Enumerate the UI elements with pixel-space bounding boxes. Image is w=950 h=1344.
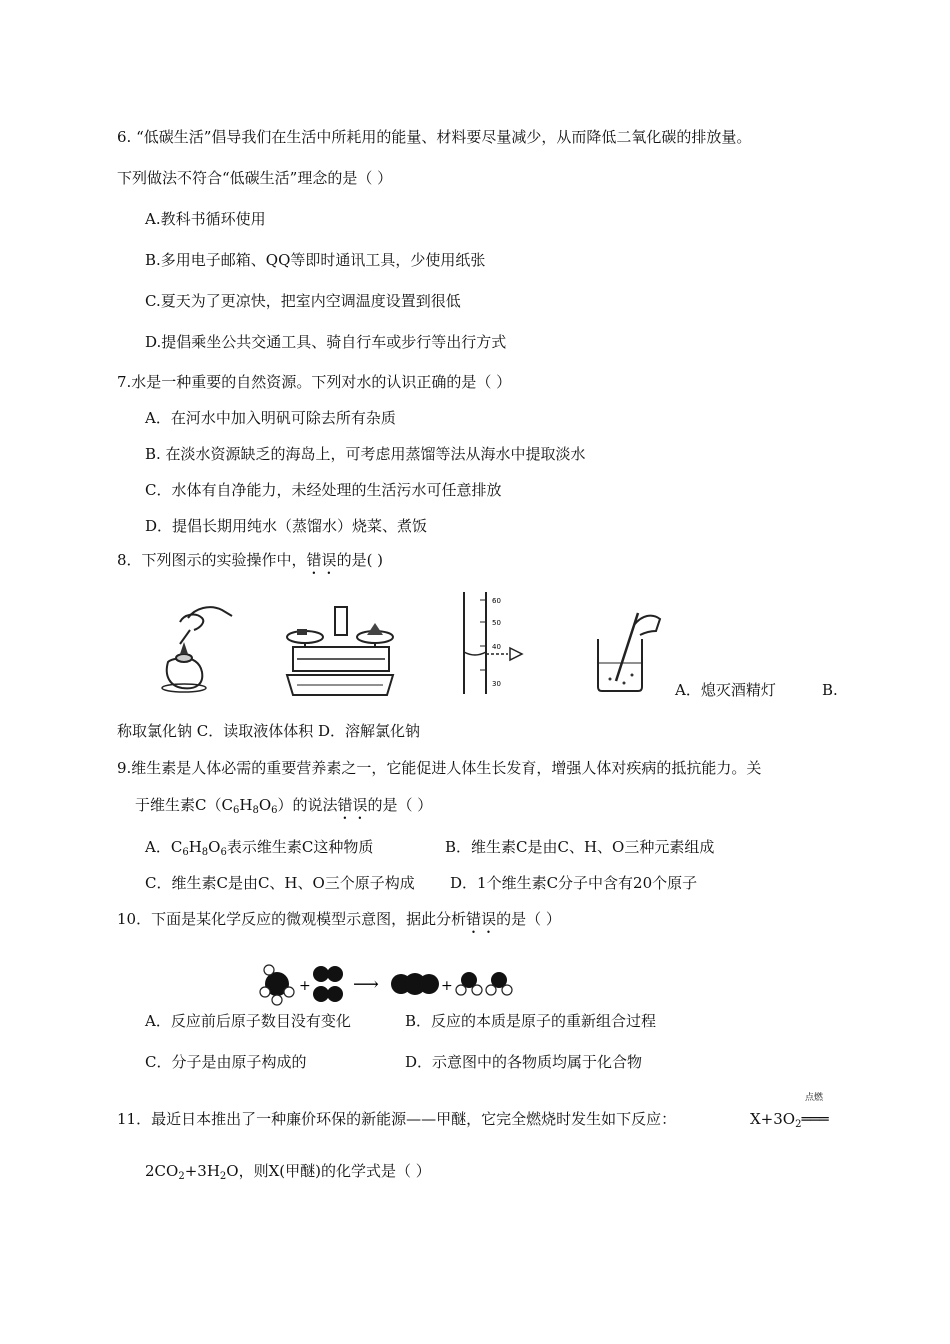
q8-stem: 8．下列图示的实验操作中，错误的是( ): [117, 551, 384, 569]
tick-label-60: 60: [492, 597, 501, 605]
q9-option-c[interactable]: C．维生素C是由C、H、O三个原子构成: [145, 874, 415, 892]
q6-stem-line1: 6. “低碳生活”倡导我们在生活中所耗用的能量、材料要尽量减少，从而降低二氧化碳的排放量。: [117, 128, 752, 146]
q9-emphasis: 错误: [337, 796, 368, 814]
q7-option-c[interactable]: C．水体有自净能力，未经处理的生活污水可任意排放: [145, 481, 502, 499]
q6-stem-line2: 下列做法不符合“低碳生活”理念的是（ ）: [117, 169, 393, 187]
q10-option-b[interactable]: B．反应的本质是原子的重新组合过程: [405, 1012, 657, 1030]
q10-emphasis: 错误: [466, 910, 497, 928]
q11-equation-left: $X+3O_2═══$: [750, 1110, 829, 1130]
q8-option-a[interactable]: A．熄灭酒精灯: [675, 681, 776, 699]
graduated-cylinder-figure: [452, 590, 532, 695]
reaction-model-figure: [255, 960, 520, 1006]
q9-option-b[interactable]: B．维生素C是由C、H、O三种元素组成: [445, 838, 715, 856]
q11-condition: 点燃: [805, 1093, 824, 1103]
q10-option-c[interactable]: C．分子是由原子构成的: [145, 1053, 307, 1071]
q10-option-a[interactable]: A．反应前后原子数目没有变化: [145, 1012, 351, 1030]
q8-emphasis: 错误: [306, 551, 337, 569]
plus-sign-2: +: [441, 978, 453, 994]
q8-option-b-letter[interactable]: B.: [822, 681, 838, 699]
beaker-stirring-figure: [590, 605, 665, 695]
q7-option-a[interactable]: A．在河水中加入明矾可除去所有杂质: [145, 409, 396, 427]
q7-option-d[interactable]: D．提倡长期用纯水（蒸馏水）烧菜、煮饭: [145, 517, 428, 535]
q6-option-d[interactable]: D.提倡乘坐公共交通工具、骑自行车或步行等出行方式: [145, 333, 507, 351]
alcohol-lamp-figure: [150, 600, 240, 695]
q6-option-b[interactable]: B.多用电子邮箱、QQ等即时通讯工具，少使用纸张: [145, 251, 486, 269]
q11-stem-line2: $2CO_2+3H_2O$，则X(甲醚)的化学式是（ ）: [145, 1162, 431, 1182]
q7-option-b[interactable]: B. 在淡水资源缺乏的海岛上，可考虑用蒸馏等法从海水中提取淡水: [145, 445, 586, 463]
q9-stem-line2: 于维生素$C(C_6H_8O_6)$的说法错误的是（ ）: [135, 796, 433, 816]
tick-label-50: 50: [492, 619, 501, 627]
q9-option-a[interactable]: A．$C_6H_8O_6$表示维生素C这种物质: [145, 838, 374, 858]
q10-stem: 10．下面是某化学反应的微观模型示意图，据此分析错误的是（ ）: [117, 910, 561, 928]
q9-option-d[interactable]: D．1个维生素C分子中含有20个原子: [450, 874, 698, 892]
tick-label-30: 30: [492, 680, 501, 688]
q11-stem-line1: 11．最近日本推出了一种廉价环保的新能源——甲醚，它完全燃烧时发生如下反应：: [117, 1110, 677, 1128]
plus-sign: +: [299, 978, 311, 994]
tick-label-40: 40: [492, 643, 501, 651]
q6-option-c[interactable]: C.夏天为了更凉快，把室内空调温度设置到很低: [145, 292, 461, 310]
reaction-arrow: ⟶: [353, 974, 379, 995]
q10-option-d[interactable]: D．示意图中的各物质均属于化合物: [405, 1053, 643, 1071]
q7-stem: 7.水是一种重要的自然资源。下列对水的认识正确的是（ ）: [117, 373, 512, 391]
q9-stem-line1: 9.维生素是人体必需的重要营养素之一，它能促进人体生长发育，增强人体对疾病的抵抗能力。关: [117, 759, 762, 777]
balance-figure: [283, 605, 398, 700]
q8-options-line[interactable]: 称取氯化钠 C．读取液体体积 D．溶解氯化钠: [117, 722, 421, 740]
q6-option-a[interactable]: A.教科书循环使用: [145, 210, 266, 228]
